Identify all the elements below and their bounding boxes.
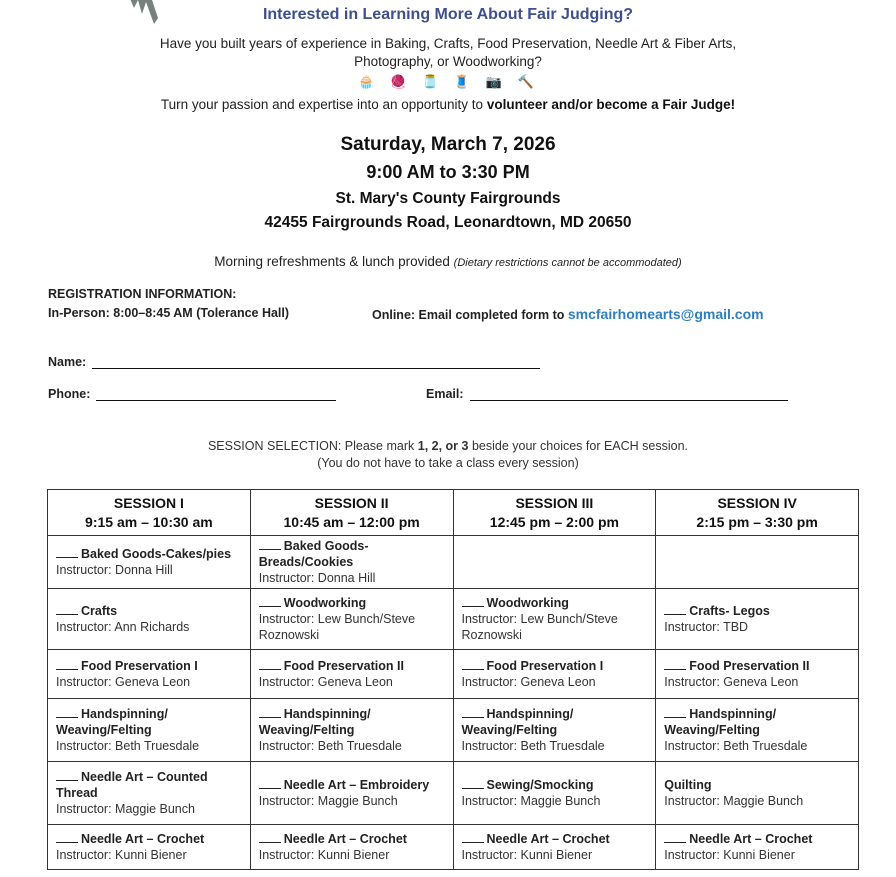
choice-blank[interactable] [462, 606, 484, 607]
class-name [664, 777, 850, 793]
instructor-name: Instructor: Kunni Biener [258, 848, 390, 862]
session-name: SESSION II [314, 494, 389, 511]
class-title: Crafts [81, 604, 118, 618]
choice-blank[interactable] [259, 606, 281, 607]
instructor-name: Instructor: Beth Truesdale [258, 739, 402, 753]
session-instruction-line [0, 438, 896, 455]
class-title: Needle Art – Crochet [283, 832, 407, 846]
class-cell [453, 536, 656, 589]
class-name [259, 831, 445, 847]
session-table [47, 489, 859, 870]
choice-blank[interactable] [56, 780, 78, 781]
online-info [372, 306, 764, 322]
class-cell[interactable] [656, 825, 859, 870]
session-name: SESSION III [515, 494, 594, 511]
choice-blank[interactable] [462, 717, 484, 718]
instructor-name: Instructor: Beth Truesdale [664, 739, 808, 753]
session-name: SESSION IV [717, 494, 797, 511]
instructor-name: Instructor: TBD [664, 620, 749, 634]
instructor-name: Instructor: Maggie Bunch [56, 802, 195, 816]
instructor-name: Instructor: Geneva Leon [664, 675, 799, 689]
class-row [48, 589, 859, 650]
class-name [56, 706, 242, 738]
class-cell[interactable] [250, 589, 453, 650]
class-name [259, 706, 445, 738]
session-header [250, 490, 453, 536]
session-instruction-note: (You do not have to take a class every session) [317, 456, 579, 470]
instructor-name: Instructor: Lew Bunch/Steve Roznowski [461, 612, 618, 642]
class-cell[interactable] [48, 762, 251, 825]
class-name [462, 595, 648, 611]
class-cell[interactable] [250, 762, 453, 825]
class-cell[interactable] [656, 762, 859, 825]
camera-icon: 📷 [485, 74, 506, 89]
class-row [48, 536, 859, 589]
session-time: 2:15 pm – 3:30 pm [696, 513, 818, 530]
class-cell[interactable] [453, 762, 656, 825]
class-row [48, 650, 859, 699]
class-cell[interactable] [48, 699, 251, 762]
session-instruction-suffix: beside your choices for EACH session. [468, 439, 689, 453]
class-row [48, 762, 859, 825]
choice-blank[interactable] [664, 842, 686, 843]
class-cell[interactable] [250, 650, 453, 699]
choice-blank[interactable] [56, 557, 78, 558]
choice-blank[interactable] [664, 614, 686, 615]
registration-email-link[interactable]: smcfairhomearts@gmail.com [567, 306, 764, 322]
class-title: Food Preservation I [81, 659, 198, 673]
cupcake-icon: 🧁 [358, 74, 379, 89]
registration-heading: REGISTRATION INFORMATION: [48, 287, 237, 301]
session-header-row [48, 490, 859, 536]
class-title: Woodworking [283, 596, 367, 610]
choice-blank[interactable] [259, 842, 281, 843]
instructor-name: Instructor: Kunni Biener [664, 848, 795, 862]
class-name [664, 831, 850, 847]
class-name [259, 595, 445, 611]
class-name [56, 658, 242, 674]
session-name: SESSION I [113, 494, 184, 511]
name-field[interactable] [48, 355, 540, 369]
class-cell [656, 536, 859, 589]
class-cell[interactable] [48, 825, 251, 870]
choice-blank[interactable] [56, 717, 78, 718]
instructor-name: Instructor: Maggie Bunch [258, 794, 398, 808]
class-title: Food Preservation II [689, 659, 810, 673]
online-text: Online: Email completed form to [372, 308, 568, 322]
instructor-name: Instructor: Geneva Leon [258, 675, 393, 689]
class-cell[interactable] [453, 825, 656, 870]
session-time: 9:15 am – 10:30 am [85, 513, 213, 530]
choice-blank[interactable] [259, 788, 281, 789]
instructor-name: Instructor: Donna Hill [258, 571, 376, 585]
class-name [462, 706, 648, 738]
class-name [462, 831, 648, 847]
instructor-name: Instructor: Geneva Leon [461, 675, 596, 689]
instructor-name: Instructor: Donna Hill [56, 563, 173, 577]
class-name [259, 538, 445, 570]
session-table-body [48, 536, 859, 870]
class-title: Needle Art – Crochet [689, 832, 813, 846]
choice-blank[interactable] [56, 669, 78, 670]
instructor-name: Instructor: Beth Truesdale [461, 739, 605, 753]
name-input-line[interactable] [92, 356, 540, 369]
class-name [664, 603, 850, 619]
phone-label: Phone: [48, 387, 91, 401]
thread-spool-icon: 🧵 [453, 74, 474, 89]
session-instruction-prefix: SESSION SELECTION: Please mark [207, 439, 418, 453]
class-name [259, 777, 445, 793]
page-title: Interested in Learning More About Fair Judging? [262, 6, 634, 23]
class-cell[interactable] [656, 650, 859, 699]
session-time: 10:45 am – 12:00 pm [283, 513, 420, 530]
class-cell[interactable] [656, 699, 859, 762]
class-name [462, 777, 648, 793]
class-title: Quilting [664, 778, 712, 792]
choice-blank[interactable] [462, 788, 484, 789]
choice-blank[interactable] [664, 669, 686, 670]
session-header [453, 490, 656, 536]
class-cell[interactable] [48, 589, 251, 650]
session-header [48, 490, 251, 536]
class-name [462, 658, 648, 674]
intro-line-2: Photography, or Woodworking? [354, 54, 542, 69]
intro-line-1: Have you built years of experience in Baking, Crafts, Food Preservation, Needle Art & Fiber Arts, [159, 36, 737, 51]
session-time: 12:45 pm – 2:00 pm [489, 513, 619, 530]
choice-blank[interactable] [259, 669, 281, 670]
refreshments-note [0, 254, 896, 269]
class-title: Food Preservation I [486, 659, 604, 673]
category-icons [0, 74, 896, 90]
name-label: Name: [48, 355, 87, 369]
session-instruction-bold: 1, 2, or 3 [417, 439, 469, 453]
cta-bold: volunteer and/or become a Fair Judge! [486, 97, 736, 112]
refreshments-text: Morning refreshments & lunch provided [214, 254, 454, 269]
class-title: Needle Art – Crochet [81, 832, 205, 846]
instructor-name: Instructor: Beth Truesdale [56, 739, 200, 753]
choice-blank[interactable] [259, 717, 281, 718]
class-row [48, 825, 859, 870]
class-name [664, 658, 850, 674]
event-address: 42455 Fairgrounds Road, Leonardtown, MD 20650 [264, 214, 632, 231]
yarn-icon: 🧶 [390, 74, 411, 89]
call-to-action [0, 97, 896, 112]
class-row [48, 699, 859, 762]
class-cell[interactable] [250, 699, 453, 762]
class-title: Needle Art – Counted Thread [56, 770, 208, 800]
class-cell[interactable] [453, 699, 656, 762]
choice-blank[interactable] [56, 842, 78, 843]
instructor-name: Instructor: Ann Richards [56, 620, 190, 634]
class-name [56, 769, 242, 801]
cta-text: Turn your passion and expertise into an opportunity to [160, 97, 487, 112]
class-title: Food Preservation II [283, 659, 404, 673]
class-name [56, 831, 242, 847]
class-title: Handspinning/ Weaving/Felting [664, 707, 777, 737]
event-venue: St. Mary's County Fairgrounds [335, 190, 561, 207]
class-title: Baked Goods-Breads/Cookies [258, 539, 369, 569]
class-cell[interactable] [250, 825, 453, 870]
instructor-name: Instructor: Maggie Bunch [664, 794, 804, 808]
instructor-name: Instructor: Geneva Leon [56, 675, 191, 689]
session-selection-instructions [0, 438, 896, 472]
class-name [56, 546, 242, 562]
class-title: Baked Goods-Cakes/pies [81, 547, 232, 561]
event-time: 9:00 AM to 3:30 PM [366, 162, 530, 182]
class-name [259, 658, 445, 674]
instructor-name: Instructor: Lew Bunch/Steve Roznowski [258, 612, 416, 642]
class-name [664, 706, 850, 738]
email-field[interactable] [426, 387, 788, 401]
class-cell[interactable] [250, 536, 453, 589]
class-title: Sewing/Smocking [486, 778, 594, 792]
session-header [656, 490, 859, 536]
event-date: Saturday, March 7, 2026 [340, 134, 556, 155]
dietary-note: (Dietary restrictions cannot be accommodated) [453, 257, 682, 269]
choice-blank[interactable] [664, 717, 686, 718]
phone-input-line[interactable] [96, 388, 336, 401]
instructor-name: Instructor: Kunni Biener [461, 848, 593, 862]
class-title: Woodworking [486, 596, 569, 610]
class-cell[interactable] [656, 589, 859, 650]
phone-field[interactable] [48, 387, 336, 401]
class-title: Handspinning/ Weaving/Felting [258, 707, 371, 737]
registration-details [48, 306, 848, 320]
jar-icon: 🫙 [422, 74, 443, 89]
intro-text [0, 35, 896, 71]
class-title: Handspinning/ Weaving/Felting [56, 707, 168, 737]
email-input-line[interactable] [470, 388, 788, 401]
choice-blank[interactable] [462, 669, 484, 670]
choice-blank[interactable] [259, 549, 281, 550]
instructor-name: Instructor: Maggie Bunch [461, 794, 601, 808]
class-cell[interactable] [48, 650, 251, 699]
hammer-icon: 🔨 [517, 74, 538, 89]
class-cell[interactable] [453, 650, 656, 699]
class-title: Needle Art – Embroidery [283, 778, 430, 792]
choice-blank[interactable] [462, 842, 484, 843]
choice-blank[interactable] [56, 614, 78, 615]
class-title: Crafts- Legos [689, 604, 770, 618]
class-cell[interactable] [453, 589, 656, 650]
class-title: Needle Art – Crochet [486, 832, 610, 846]
class-title: Handspinning/ Weaving/Felting [461, 707, 574, 737]
instructor-name: Instructor: Kunni Biener [56, 848, 187, 862]
class-cell[interactable] [48, 536, 251, 589]
in-person-info: In-Person: 8:00–8:45 AM (Tolerance Hall) [48, 306, 290, 320]
class-name [56, 603, 242, 619]
email-label: Email: [426, 387, 464, 401]
